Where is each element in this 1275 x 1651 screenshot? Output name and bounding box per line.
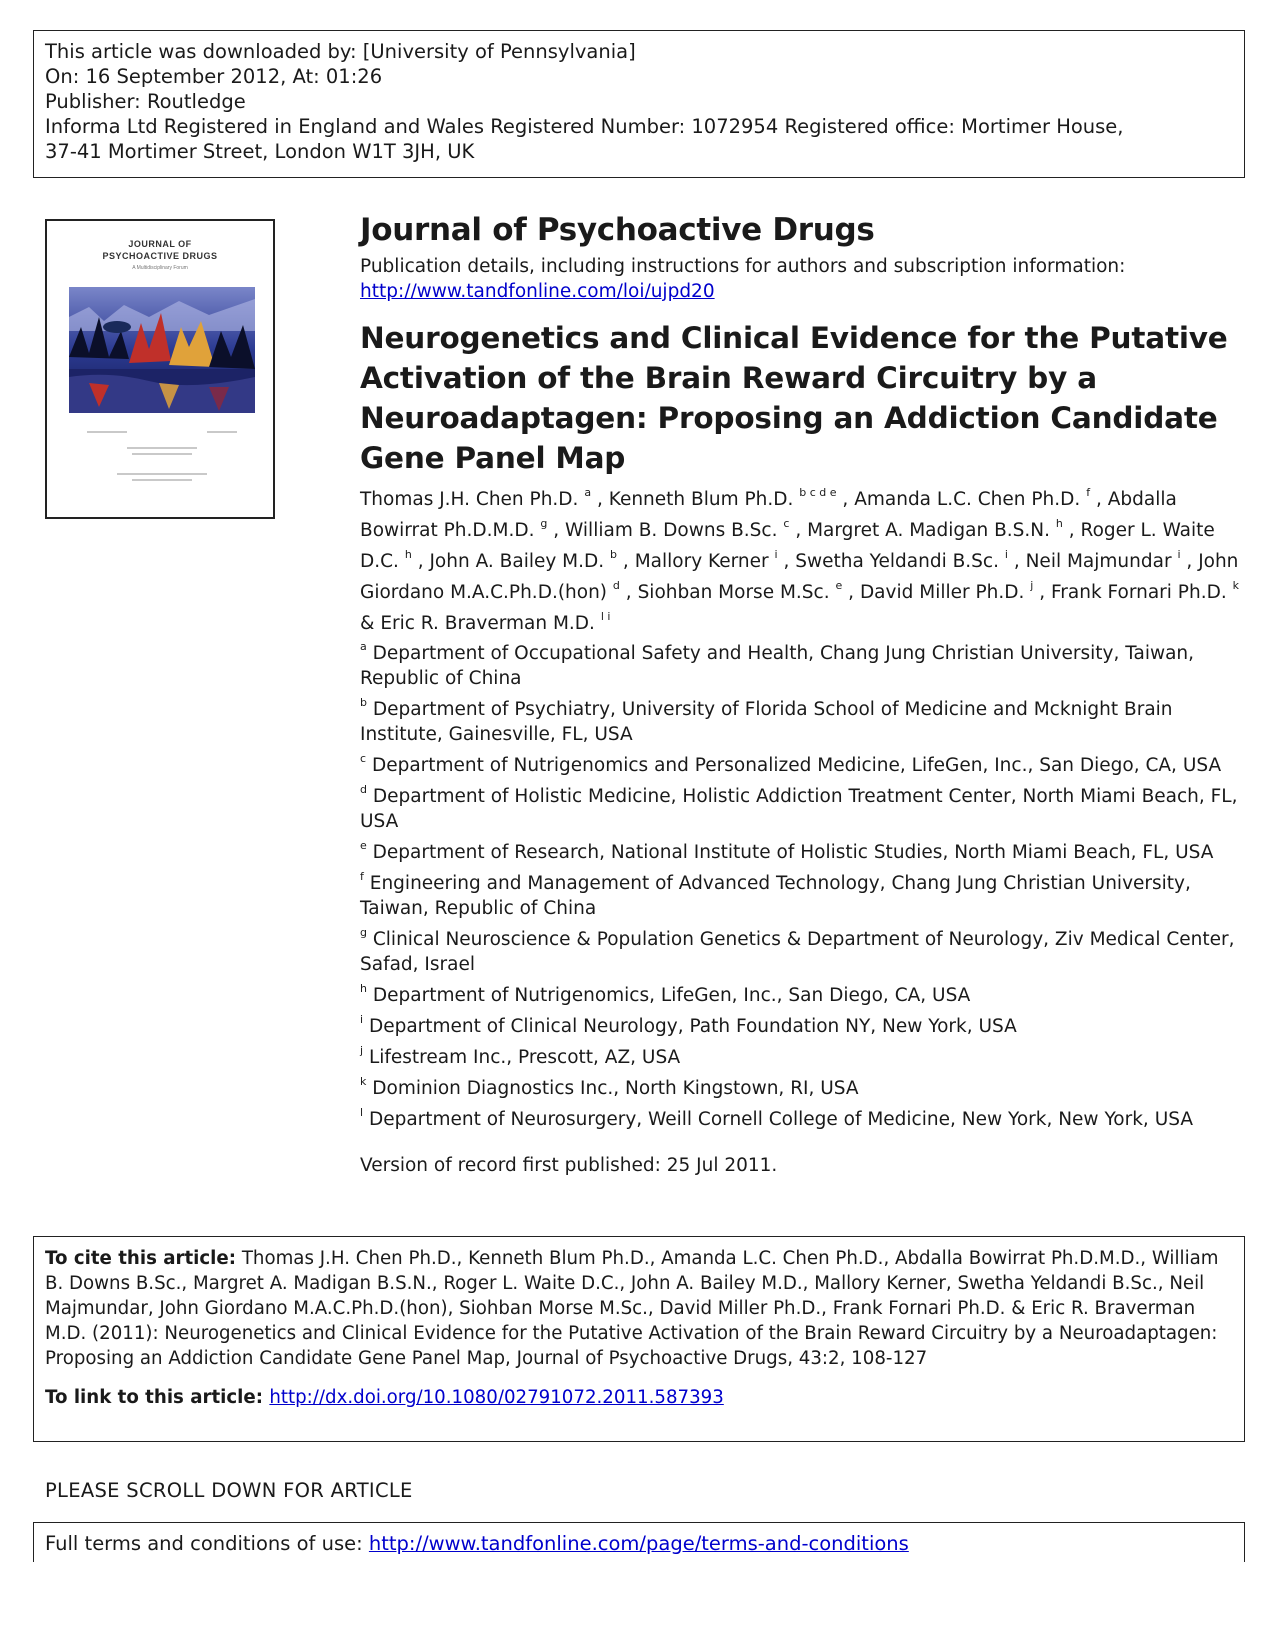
terms-link[interactable]: http://www.tandfonline.com/page/terms-and-conditions: [368, 1532, 909, 1555]
author-separator: ,: [1062, 520, 1081, 541]
author-affiliation-marker: d: [612, 578, 620, 592]
cover-fineprint: [207, 431, 237, 433]
journal-title: Journal of Psychoactive Drugs: [360, 212, 875, 248]
journal-url-link[interactable]: http://www.tandfonline.com/loi/ujpd20: [360, 281, 715, 302]
affiliation-key: k: [360, 1074, 367, 1088]
affiliation-text: Department of Nutrigenomics and Personalized Medicine, LifeGen, Inc., San Diego, CA, USA: [371, 755, 1222, 776]
article-link-line: [45, 1387, 1233, 1408]
author-name: Neil Majmundar: [1025, 551, 1172, 572]
link-label: To link to this article:: [45, 1387, 270, 1408]
affiliation-text: Department of Psychiatry, University of Florida School of Medicine and Mcknight Brain Institute, Gainesville, FL, USA: [360, 699, 1173, 745]
terms-box: [33, 1522, 1245, 1562]
affiliation-item: [360, 1014, 1250, 1039]
author-affiliation-marker: f: [1086, 485, 1091, 499]
author-separator: ,: [619, 582, 638, 603]
download-info-box: [33, 30, 1245, 178]
affiliation-text: Clinical Neuroscience & Population Genetics & Department of Neurology, Ziv Medical Center, Safad, Israel: [360, 929, 1235, 975]
author-affiliation-marker: a: [584, 485, 592, 499]
affiliation-item: [360, 753, 1250, 778]
author-affiliation-marker: e: [835, 578, 843, 592]
affiliation-item: [360, 871, 1250, 921]
affiliation-item: [360, 983, 1250, 1008]
author-separator: ,: [1180, 551, 1199, 572]
journal-cover-image: [45, 219, 275, 519]
affiliation-key: c: [360, 751, 367, 765]
citation-label: To cite this article:: [45, 1248, 237, 1269]
author-affiliation-marker: h: [1055, 516, 1063, 530]
author-name: Siohban Morse M.Sc.: [637, 582, 830, 603]
version-of-record: Version of record first published: 25 Jul 2011.: [360, 1155, 778, 1176]
affiliation-item: [360, 1045, 1250, 1070]
author-affiliation-marker: g: [540, 516, 548, 530]
affiliation-item: [360, 641, 1250, 691]
citation-text: [45, 1246, 1233, 1371]
affiliation-key: g: [360, 925, 367, 939]
author-name: Amanda L.C. Chen Ph.D.: [854, 489, 1081, 510]
author-separator: ,: [1090, 489, 1108, 510]
author-separator: ,: [842, 582, 860, 603]
author-name: Swetha Yeldandi B.Sc.: [795, 551, 999, 572]
scroll-down-note: PLEASE SCROLL DOWN FOR ARTICLE: [45, 1479, 413, 1502]
author-affiliation-marker: i: [774, 547, 778, 561]
cover-fineprint: [132, 479, 192, 481]
author-affiliation-marker: h: [404, 547, 412, 561]
affiliation-key: l: [360, 1105, 364, 1119]
affiliation-item: [360, 840, 1250, 865]
terms-label: Full terms and conditions of use:: [45, 1532, 369, 1555]
cover-fineprint: [132, 453, 192, 455]
author-separator: ,: [547, 520, 566, 541]
affiliation-key: b: [360, 695, 367, 709]
author-name: Mallory Kerner: [634, 551, 769, 572]
cover-title-line: JOURNAL OF: [128, 239, 192, 249]
author-name: Kenneth Blum Ph.D.: [608, 489, 794, 510]
author-affiliation-marker: l i: [600, 609, 611, 623]
cover-fineprint: [117, 473, 207, 475]
affiliation-key: e: [360, 838, 367, 852]
author-separator: ,: [1033, 582, 1051, 603]
affiliation-key: j: [360, 1043, 364, 1057]
download-line: 37-41 Mortimer Street, London W1T 3JH, UK: [45, 140, 475, 163]
author-affiliation-marker: k: [1232, 578, 1239, 592]
cover-fineprint: [127, 447, 197, 449]
affiliation-item: [360, 1076, 1250, 1101]
affiliation-text: Engineering and Management of Advanced Technology, Chang Jung Christian University, Taiwan, Republic of China: [360, 873, 1191, 919]
cover-artwork: [69, 287, 255, 413]
affiliation-item: [360, 784, 1250, 834]
author-name: Eric R. Braverman M.D.: [380, 613, 595, 634]
citation-box: [33, 1236, 1245, 1442]
author-affiliation-marker: b c d e: [799, 485, 837, 499]
author-separator: ,: [591, 489, 609, 510]
author-affiliation-marker: i: [1004, 547, 1008, 561]
author-list: [360, 484, 1245, 639]
author-name: Abdalla Bowirrat Ph.D.M.D.: [360, 489, 1177, 541]
affiliation-text: Department of Nutrigenomics, LifeGen, Inc., San Diego, CA, USA: [372, 985, 971, 1006]
download-line: On: 16 September 2012, At: 01:26: [45, 65, 383, 88]
author-name: Thomas J.H. Chen Ph.D.: [360, 489, 579, 510]
publication-details: Publication details, including instructions for authors and subscription information:: [360, 256, 1126, 277]
author-separator: ,: [617, 551, 635, 572]
download-line: Publisher: Routledge: [45, 90, 246, 113]
author-name: Roger L. Waite D.C.: [360, 520, 1215, 572]
affiliation-item: [360, 697, 1250, 747]
download-line: Informa Ltd Registered in England and Wales Registered Number: 1072954 Registered office: Mortimer House,: [45, 115, 1124, 138]
affiliation-key: f: [360, 869, 364, 883]
author-separator: &: [360, 613, 381, 634]
author-separator: ,: [836, 489, 855, 510]
cover-subtitle: A Multidisciplinary Forum: [132, 265, 188, 271]
affiliation-key: i: [360, 1012, 364, 1026]
author-separator: ,: [1007, 551, 1026, 572]
doi-link[interactable]: http://dx.doi.org/10.1080/02791072.2011.587393: [269, 1387, 724, 1408]
author-affiliation-marker: i: [1177, 547, 1181, 561]
author-affiliation-marker: b: [610, 547, 618, 561]
affiliation-text: Department of Research, National Institute of Holistic Studies, North Miami Beach, FL, USA: [372, 842, 1214, 863]
author-name: John Giordano M.A.C.Ph.D.(hon): [360, 551, 1239, 603]
author-name: Margret A. Madigan B.S.N.: [807, 520, 1051, 541]
affiliation-list: [360, 641, 1250, 1138]
citation-body: Thomas J.H. Chen Ph.D., Kenneth Blum Ph.D., Amanda L.C. Chen Ph.D., Abdalla Bowirrat Ph.D.M.D., William B. Downs B.Sc., Margret A. Madigan B.S.N., Roger L. Waite D.C., John A. Bailey M.D., Mallory Kerner, Swetha Yeldandi B.Sc., Neil Majmundar, John Giordano M.A.C.Ph.D.(hon), Siohban Morse M.Sc., David Miller Ph.D., Frank Fornari Ph.D. & Eric R. Braverman M.D. (2011): Neurogenetics and Clinical Evidence for the Putative Activation of the Brain Reward Circuitry by a Neuroadaptagen: Proposing an Addiction Candidate Gene Panel Map, Journal of Psychoactive Drugs, 43:2, 108-127: [45, 1248, 1219, 1369]
author-affiliation-marker: c: [783, 516, 790, 530]
affiliation-text: Department of Neurosurgery, Weill Cornell College of Medicine, New York, New York, USA: [368, 1109, 1193, 1130]
author-separator: ,: [789, 520, 808, 541]
author-name: David Miller Ph.D.: [859, 582, 1025, 603]
author-affiliation-marker: j: [1030, 578, 1034, 592]
affiliation-key: h: [360, 981, 367, 995]
affiliation-text: Department of Occupational Safety and Health, Chang Jung Christian University, Taiwan, Republic of China: [360, 643, 1195, 689]
affiliation-text: Lifestream Inc., Prescott, AZ, USA: [368, 1047, 681, 1068]
affiliation-item: [360, 1107, 1250, 1132]
affiliation-key: d: [360, 782, 367, 796]
author-name: Frank Fornari Ph.D.: [1050, 582, 1227, 603]
affiliation-key: a: [360, 639, 367, 653]
author-name: John A. Bailey M.D.: [429, 551, 605, 572]
author-name: William B. Downs B.Sc.: [565, 520, 778, 541]
affiliation-text: Department of Clinical Neurology, Path Foundation NY, New York, USA: [368, 1016, 1017, 1037]
download-line: This article was downloaded by: [University of Pennsylvania]: [45, 40, 636, 63]
cover-title-line: PSYCHOACTIVE DRUGS: [102, 251, 218, 261]
author-separator: ,: [777, 551, 796, 572]
affiliation-text: Department of Holistic Medicine, Holistic Addiction Treatment Center, North Miami Beach, FL, USA: [360, 786, 1238, 832]
cover-fineprint: [87, 431, 127, 433]
affiliation-item: [360, 927, 1250, 977]
article-title: Neurogenetics and Clinical Evidence for the Putative Activation of the Brain Reward Circuitry by a Neuroadaptagen: Proposing an Addiction Candidate Gene Panel Map: [360, 321, 1228, 475]
author-separator: ,: [411, 551, 430, 572]
affiliation-text: Dominion Diagnostics Inc., North Kingstown, RI, USA: [372, 1078, 859, 1099]
